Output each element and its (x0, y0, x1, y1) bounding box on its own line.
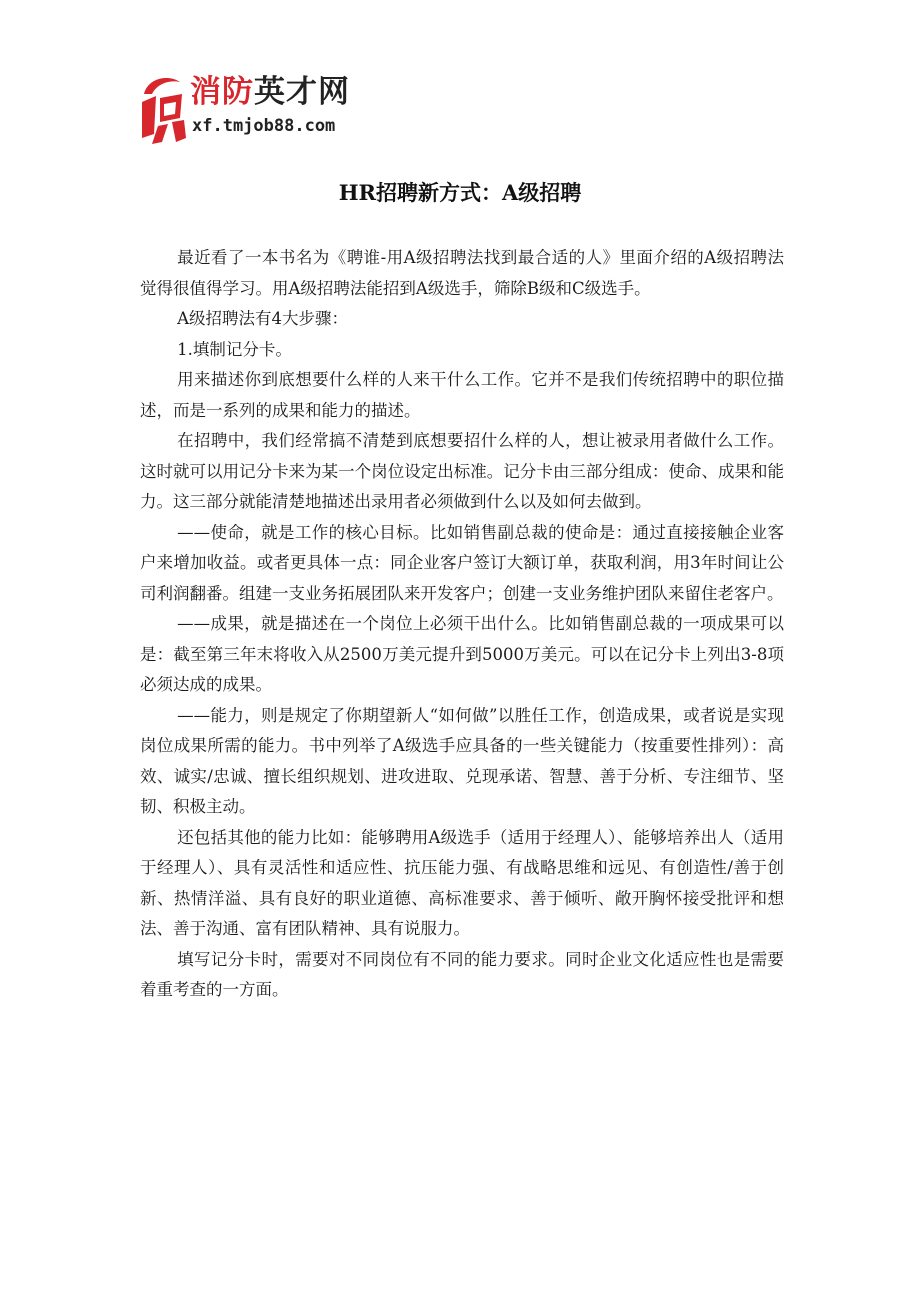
logo-name (190, 74, 350, 110)
paragraph-steps-heading: A级招聘法有4大步骤： (177, 309, 349, 328)
paragraph-filling-scorecard: 填写记分卡时，需要对不同岗位有不同的能力要求。同时企业文化适应性也是需要着重考查的一方面。 (140, 949, 784, 999)
paragraph-step-1: 1.填制记分卡。 (177, 339, 292, 359)
paragraph-competencies: ——能力，则是规定了你期望新人“如何做”以胜任工作，创造成果，或者说是实现岗位成果所需的能力。书中列举了A级选手应具备的一些关键能力（按重要性排列）：高效、诚实/忠诚、擅长组织规划、进攻进取、兑现承诺、智慧、善于分析、专注细节、坚韧、积极主动。 (140, 705, 784, 816)
logo-url: xf.tmjob88.com (192, 116, 336, 136)
paragraph-outcomes: ——成果，就是描述在一个岗位上必须干出什么。比如销售副总裁的一项成果可以是：截至第三年末将收入从2500万美元提升到5000万美元。可以在记分卡上列出3-8项必须达成的成果。 (140, 614, 784, 694)
article-title: HR招聘新方式：A级招聘 (338, 180, 582, 206)
logo-name-accent: 消防 (190, 74, 254, 110)
paragraph-scorecard-parts: 在招聘中，我们经常搞不清楚到底想要招什么样的人，想让被录用者做什么工作。这时就可以用记分卡来为某一个岗位设定出标准。记分卡由三部分组成：使命、成果和能力。这三部分就能清楚地描述出录用者必须做到什么以及如何去做到。 (140, 431, 784, 511)
logo-name-dark: 英才网 (254, 74, 350, 110)
paragraph-mission: ——使命，就是工作的核心目标。比如销售副总裁的使命是：通过直接接触企业客户来增加收益。或者更具体一点：同企业客户签订大额订单，获取利润，用3年时间让公司利润翻番。组建一支业务拓展团队来开发客户；创建一支业务维护团队来留住老客户。 (140, 522, 784, 603)
logo-mark-icon (138, 72, 188, 146)
site-logo[interactable] (138, 72, 378, 148)
article-body (140, 243, 784, 1006)
paragraph-scorecard-purpose: 用来描述你到底想要什么样的人来干什么工作。它并不是我们传统招聘中的职位描述，而是一系列的成果和能力的描述。 (140, 370, 784, 420)
paragraph-intro: 最近看了一本书名为《聘谁-用A级招聘法找到最合适的人》里面介绍的A级招聘法觉得很值得学习。用A级招聘法能招到A级选手，筛除B级和C级选手。 (140, 248, 784, 298)
paragraph-other-competencies: 还包括其他的能力比如：能够聘用A级选手（适用于经理人）、能够培养出人（适用于经理人）、具有灵活性和适应性、抗压能力强、有战略思维和远见、有创造性/善于创新、热情洋溢、具有良好的职业道德、高标准要求、善于倾听、敞开胸怀接受批评和想法、善于沟通、富有团队精神、具有说服力。 (140, 827, 784, 938)
